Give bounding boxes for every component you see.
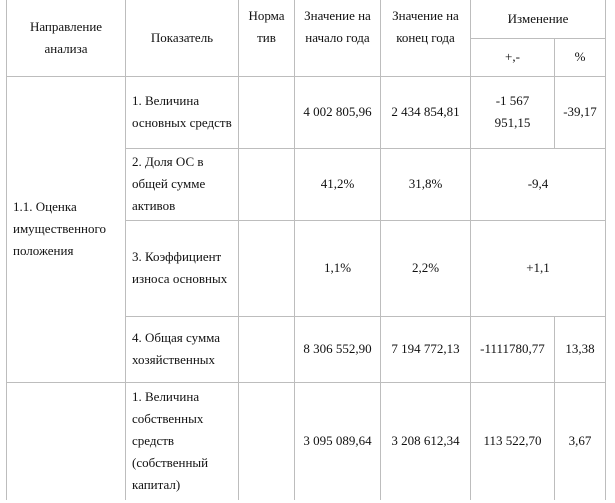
- norm-cell: [239, 220, 295, 316]
- end-value: 2 434 854,81: [381, 76, 471, 148]
- begin-value: 3 095 089,64: [295, 382, 381, 500]
- begin-value: 8 306 552,90: [295, 316, 381, 382]
- end-value: 3 208 612,34: [381, 382, 471, 500]
- area-cell: 1.1. Оценка имущественного положения: [7, 76, 126, 382]
- change-abs-value: -1111780,77: [471, 316, 555, 382]
- change-value: -9,4: [471, 148, 606, 220]
- change-pct-value: 3,67: [555, 382, 606, 500]
- indicator-cell: 3. Коэффициент износа основных: [126, 220, 239, 316]
- norm-cell: [239, 148, 295, 220]
- header-end: Значение на конец года: [381, 0, 471, 76]
- norm-cell: [239, 76, 295, 148]
- indicator-cell: 1. Величина собственных средств (собственный капитал): [126, 382, 239, 500]
- header-change: Изменение: [471, 0, 606, 38]
- indicator-cell: 1. Величина основных средств: [126, 76, 239, 148]
- analysis-table: [6, 0, 606, 500]
- begin-value: 4 002 805,96: [295, 76, 381, 148]
- header-norm: Норма тив: [239, 0, 295, 76]
- begin-value: 41,2%: [295, 148, 381, 220]
- table-row: [7, 76, 606, 148]
- header-area: Направление анализа: [7, 0, 126, 76]
- indicator-cell: 2. Доля ОС в общей сумме активов: [126, 148, 239, 220]
- begin-value: 1,1%: [295, 220, 381, 316]
- header-begin: Значение на начало года: [295, 0, 381, 76]
- table-row: [7, 382, 606, 500]
- change-value: +1,1: [471, 220, 606, 316]
- end-value: 7 194 772,13: [381, 316, 471, 382]
- change-abs-value: -1 567 951,15: [471, 76, 555, 148]
- norm-cell: [239, 316, 295, 382]
- end-value: 2,2%: [381, 220, 471, 316]
- end-value: 31,8%: [381, 148, 471, 220]
- change-pct-value: 13,38: [555, 316, 606, 382]
- indicator-cell: 4. Общая сумма хозяйственных: [126, 316, 239, 382]
- change-abs-value: 113 522,70: [471, 382, 555, 500]
- header-change-abs: +,-: [471, 38, 555, 76]
- norm-cell: [239, 382, 295, 500]
- area-cell: [7, 382, 126, 500]
- header-indicator: Показатель: [126, 0, 239, 76]
- header-change-pct: %: [555, 38, 606, 76]
- change-pct-value: -39,17: [555, 76, 606, 148]
